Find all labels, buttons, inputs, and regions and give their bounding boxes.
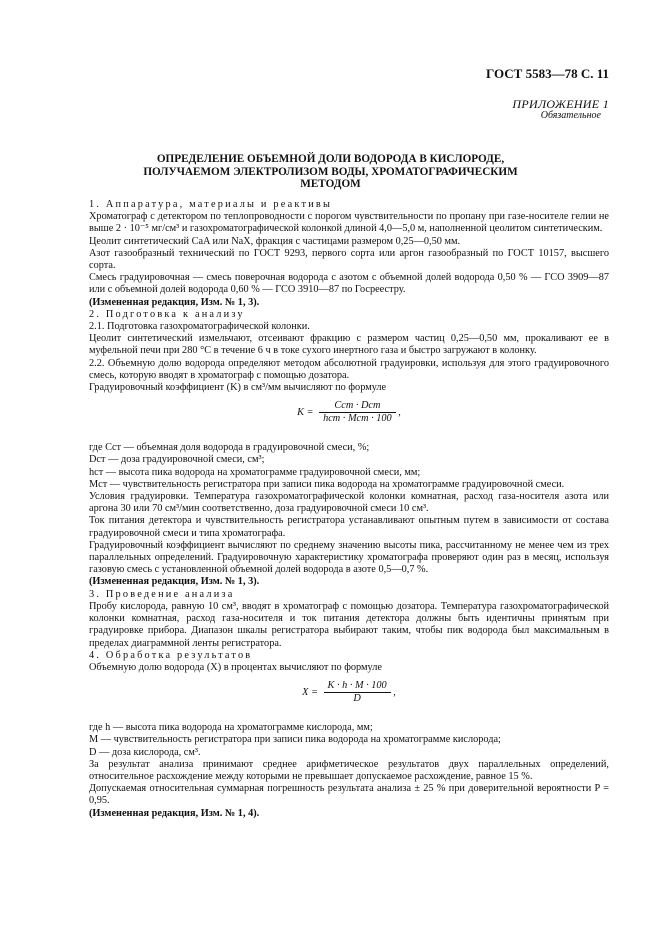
s1-paragraph-4: Смесь градуировочная — смесь поверочная водорода с азотом с объемной долей водорода 0,50 % — ГСО 3909—87 или с объемной долей водорода 0,60 % — ГСО 3910—87 по Госреестру. <box>89 272 609 296</box>
formula-x-fraction <box>324 680 391 705</box>
section-1-heading: 1. Аппаратура, материалы и реактивы <box>89 199 333 210</box>
s4-paragraph-2: За результат анализа принимают среднее арифметическое результатов двух параллельных определений, относительное расхождение между которыми не превышает допускаемое расхождение, равное 15 %. <box>89 758 609 782</box>
s1-paragraph-3: Азот газообразный технический по ГОСТ 9293, первого сорта или аргон газообразный по ГОСТ 10157, высшего сорта. <box>89 247 609 272</box>
formula-k <box>89 400 609 436</box>
s2-paragraph-4: Градуировочный коэффициент (K) в см³/мм вычисляют по формуле <box>89 382 387 394</box>
s2-legend-2: Dст — доза градуировочной смеси, см³; <box>89 454 265 466</box>
formula-x-denominator: D <box>353 693 361 705</box>
s2-paragraph-6: Ток питания детектора и чувствительность регистратора устанавливают опытным путем в зависимости от состава градуировочной смеси и типа хроматографа. <box>89 515 609 539</box>
appendix-label: ПРИЛОЖЕНИЕ 1 <box>512 97 609 111</box>
formula-k-tail: , <box>398 407 401 419</box>
s1-paragraph-1: Хроматограф с детектором по теплопроводности с порогом чувствительности по пропану при газе-носителе гелии не выше 2 · 10⁻⁵ мг/см³ и газохроматографической колонкой длиной 4,0—5,0 м, наполненной цеолитом синтетическим. <box>89 211 609 235</box>
s1-paragraph-2: Цеолит синтетический CaA или NaX, фракция с частицами размером 0,25—0,50 мм. <box>89 235 461 247</box>
s3-paragraph-1: Пробу кислорода, равную 10 см³, вводят в хроматограф с помощью дозатора. Температура газохроматографической колонки комнатная, расход газа-носителя и ток питания детектора должны быть идентичны принятым при градуировке прибора. Диапазон шкалы регистратора выбирают таким, чтобы пик водорода был максимальным в пределах диаграммной ленты регистратора. <box>89 600 609 649</box>
s4-legend-3: D — доза кислорода, см³. <box>89 746 201 758</box>
formula-k-numerator: Cст · Dст <box>319 400 396 413</box>
s4-legend-2: M — чувствительность регистратора при записи пика водорода на хроматограмме кислорода; <box>89 734 501 746</box>
s1-edition-note: (Измененная редакция, Изм. № 1, 3). <box>89 296 260 308</box>
formula-k-lhs: K = <box>297 406 314 418</box>
s2-legend-4: Mст — чувствительность регистратора при записи пика водорода на хроматограмме градуировочной смеси. <box>89 478 565 490</box>
s2-edition-note: (Измененная редакция, Изм. № 1, 3). <box>89 576 260 588</box>
standard-page-header: ГОСТ 5583—78 С. 11 <box>486 66 609 81</box>
s4-legend-1: где h — высота пика водорода на хроматограмме кислорода, мм; <box>89 722 373 734</box>
s4-paragraph-3: Допускаемая относительная суммарная погрешность результата анализа ± 25 % при доверительной вероятности P = 0,95. <box>89 783 609 807</box>
s2-legend-3: hст — высота пика водорода на хроматограмме градуировочной смеси, мм; <box>89 466 421 478</box>
s2-paragraph-7: Градуировочный коэффициент вычисляют по среднему значению высоты пика, рассчитанному не менее чем из трех параллельных определений. Градуировочную характеристику хроматографа проверяют один раз в месяц, используя газовую смесь с установленной объемной долей водорода в азоте 0,5—0,7 %. <box>89 539 609 576</box>
section-2-heading: 2. Подготовка к анализу <box>89 308 245 320</box>
formula-k-fraction <box>319 400 396 425</box>
s4-edition-note: (Измененная редакция, Изм. № 1, 4). <box>89 807 260 819</box>
s4-paragraph-1: Объемную долю водорода (X) в процентах вычисляют по формуле <box>89 661 382 673</box>
s2-legend-1: где Cст — объемная доля водорода в градуировочной смеси, %; <box>89 442 370 454</box>
document-body <box>89 199 609 820</box>
formula-x-tail: , <box>393 687 396 699</box>
formula-x-lhs: X = <box>302 686 318 698</box>
appendix-status: Обязательное <box>540 110 601 121</box>
formula-x <box>89 680 609 716</box>
section-3-heading: 3. Проведение анализа <box>89 588 235 600</box>
section-4-heading: 4. Обработка результатов <box>89 649 253 661</box>
title-line-3: МЕТОДОМ <box>300 178 361 190</box>
s2-paragraph-3: 2.2. Объемную долю водорода определяют методом абсолютной градуировки, используя для этого градуировочного смесь, которую вводят в хроматограф с помощью дозатора. <box>89 357 609 381</box>
formula-k-denominator: hст · Mст · 100 <box>323 413 392 425</box>
title-line-2: ПОЛУЧАЕМОМ ЭЛЕКТРОЛИЗОМ ВОДЫ, ХРОМАТОГРАФИЧЕСКИМ <box>143 165 518 178</box>
formula-x-numerator: K · h · M · 100 <box>324 680 391 693</box>
document-title <box>100 153 561 191</box>
s2-paragraph-2: Цеолит синтетический измельчают, отсеивают фракцию с размером частиц 0,25—0,50 мм, прокаливают ее в муфельной печи при 280 °С в течение 6 ч в токе сухого инертного газа и быстро загружают в колонку. <box>89 333 609 357</box>
s2-paragraph-5: Условия градуировки. Температура газохроматографической колонки комнатная, расход газа-носителя азота или аргона 30 или 70 см³/мин соответственно, доза градуировочной смеси 10 см³. <box>89 491 609 515</box>
title-line-1: ОПРЕДЕЛЕНИЕ ОБЪЕМНОЙ ДОЛИ ВОДОРОДА В КИСЛОРОДЕ, <box>156 153 505 165</box>
s2-paragraph-1: 2.1. Подготовка газохроматографической колонки. <box>89 321 310 333</box>
